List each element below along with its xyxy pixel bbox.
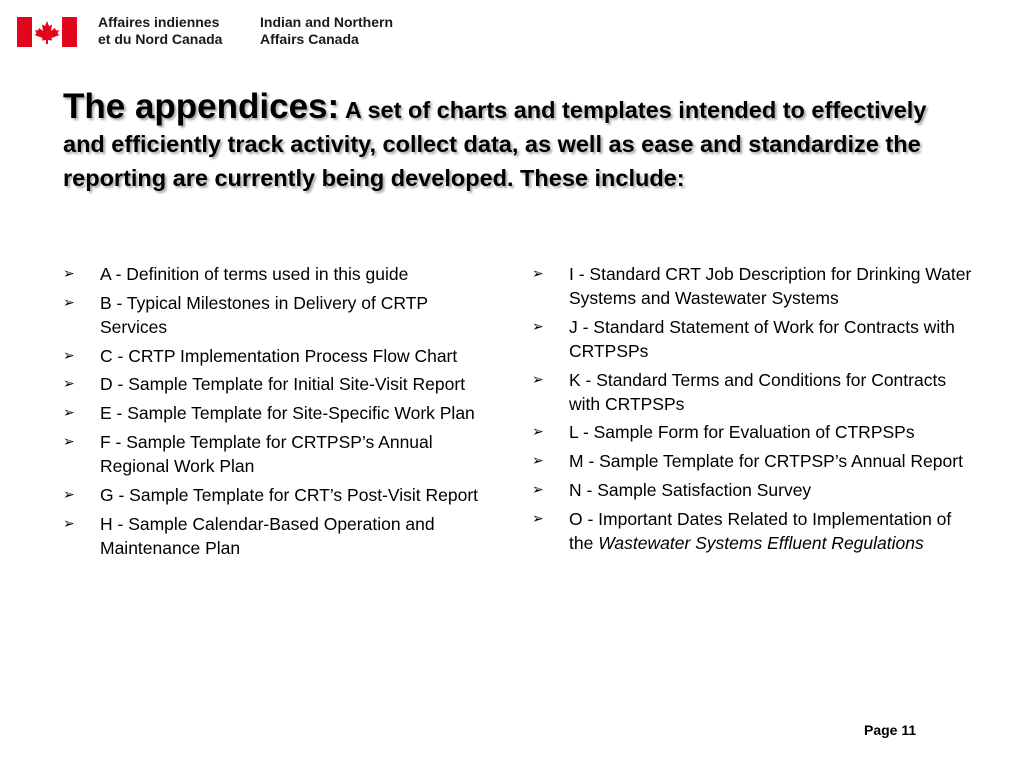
title-body: A set of charts and templates intended to effectively and efficiently track activity, collect data, as well as ease and standardize the reporting are currently being developed. These include:	[63, 97, 927, 191]
arrowhead-bullet-icon: ➢	[532, 266, 544, 282]
item-text: O - Important Dates Related to Implementation of the	[569, 508, 952, 553]
list-item: ➢ A - Definition of terms used in this guide	[63, 264, 409, 284]
list-item: ➢ H - Sample Calendar-Based Operation and Maintenance Plan	[63, 513, 435, 558]
arrowhead-bullet-icon: ➢	[532, 510, 544, 527]
list-item: ➢ F - Sample Template for CRTPSP’s Annual Regional Work Plan	[63, 431, 433, 476]
arrowhead-bullet-icon: ➢	[63, 433, 75, 450]
list-item: ➢ B - Typical Milestones in Delivery of CRTP Services	[63, 292, 428, 337]
list-item: ➢ M - Sample Template for CRTPSP’s Annual Report	[532, 451, 963, 472]
page-number: Page 11	[864, 722, 917, 738]
department-name-french: Affaires indiennes et du Nord Canada	[98, 14, 223, 47]
appendix-list-left	[63, 262, 498, 564]
list-item: ➢ C - CRTP Implementation Process Flow Chart	[63, 345, 458, 366]
list-item: ➢ K - Standard Terms and Conditions for Contracts with CRTPSPs	[532, 369, 947, 414]
canada-flag-icon	[17, 17, 77, 47]
arrowhead-bullet-icon: ➢	[63, 266, 75, 282]
arrowhead-bullet-icon: ➢	[532, 371, 544, 388]
regulation-title: Wastewater Systems Effluent Regulations	[598, 532, 924, 553]
arrowhead-bullet-icon: ➢	[532, 318, 544, 335]
arrowhead-bullet-icon: ➢	[63, 486, 75, 503]
appendix-list-right	[532, 262, 972, 560]
arrowhead-bullet-icon: ➢	[532, 424, 544, 441]
slide-title	[63, 87, 973, 195]
list-item: ➢ L - Sample Form for Evaluation of CTRPSPs	[532, 422, 915, 443]
list-item: ➢ D - Sample Template for Initial Site-Visit Report	[63, 374, 466, 395]
arrowhead-bullet-icon: ➢	[63, 347, 75, 364]
arrowhead-bullet-icon: ➢	[532, 481, 544, 498]
arrowhead-bullet-icon: ➢	[532, 453, 544, 470]
list-item	[532, 507, 972, 555]
list-item: ➢ N - Sample Satisfaction Survey	[532, 479, 812, 500]
list-item: ➢ J - Standard Statement of Work for Contracts with CRTPSPs	[532, 316, 955, 361]
arrowhead-bullet-icon: ➢	[63, 376, 75, 393]
list-item: ➢ I - Standard CRT Job Description for Drinking Water Systems and Wastewater Systems	[532, 264, 972, 308]
arrowhead-bullet-icon: ➢	[63, 405, 75, 422]
title-lead: The appendices:	[63, 87, 340, 126]
list-item: ➢ G - Sample Template for CRT’s Post-Visit Report	[63, 484, 479, 505]
arrowhead-bullet-icon: ➢	[63, 294, 75, 311]
department-name-english: Indian and Northern Affairs Canada	[260, 14, 393, 47]
arrowhead-bullet-icon: ➢	[63, 515, 75, 532]
list-item: ➢ E - Sample Template for Site-Specific Work Plan	[63, 403, 475, 424]
